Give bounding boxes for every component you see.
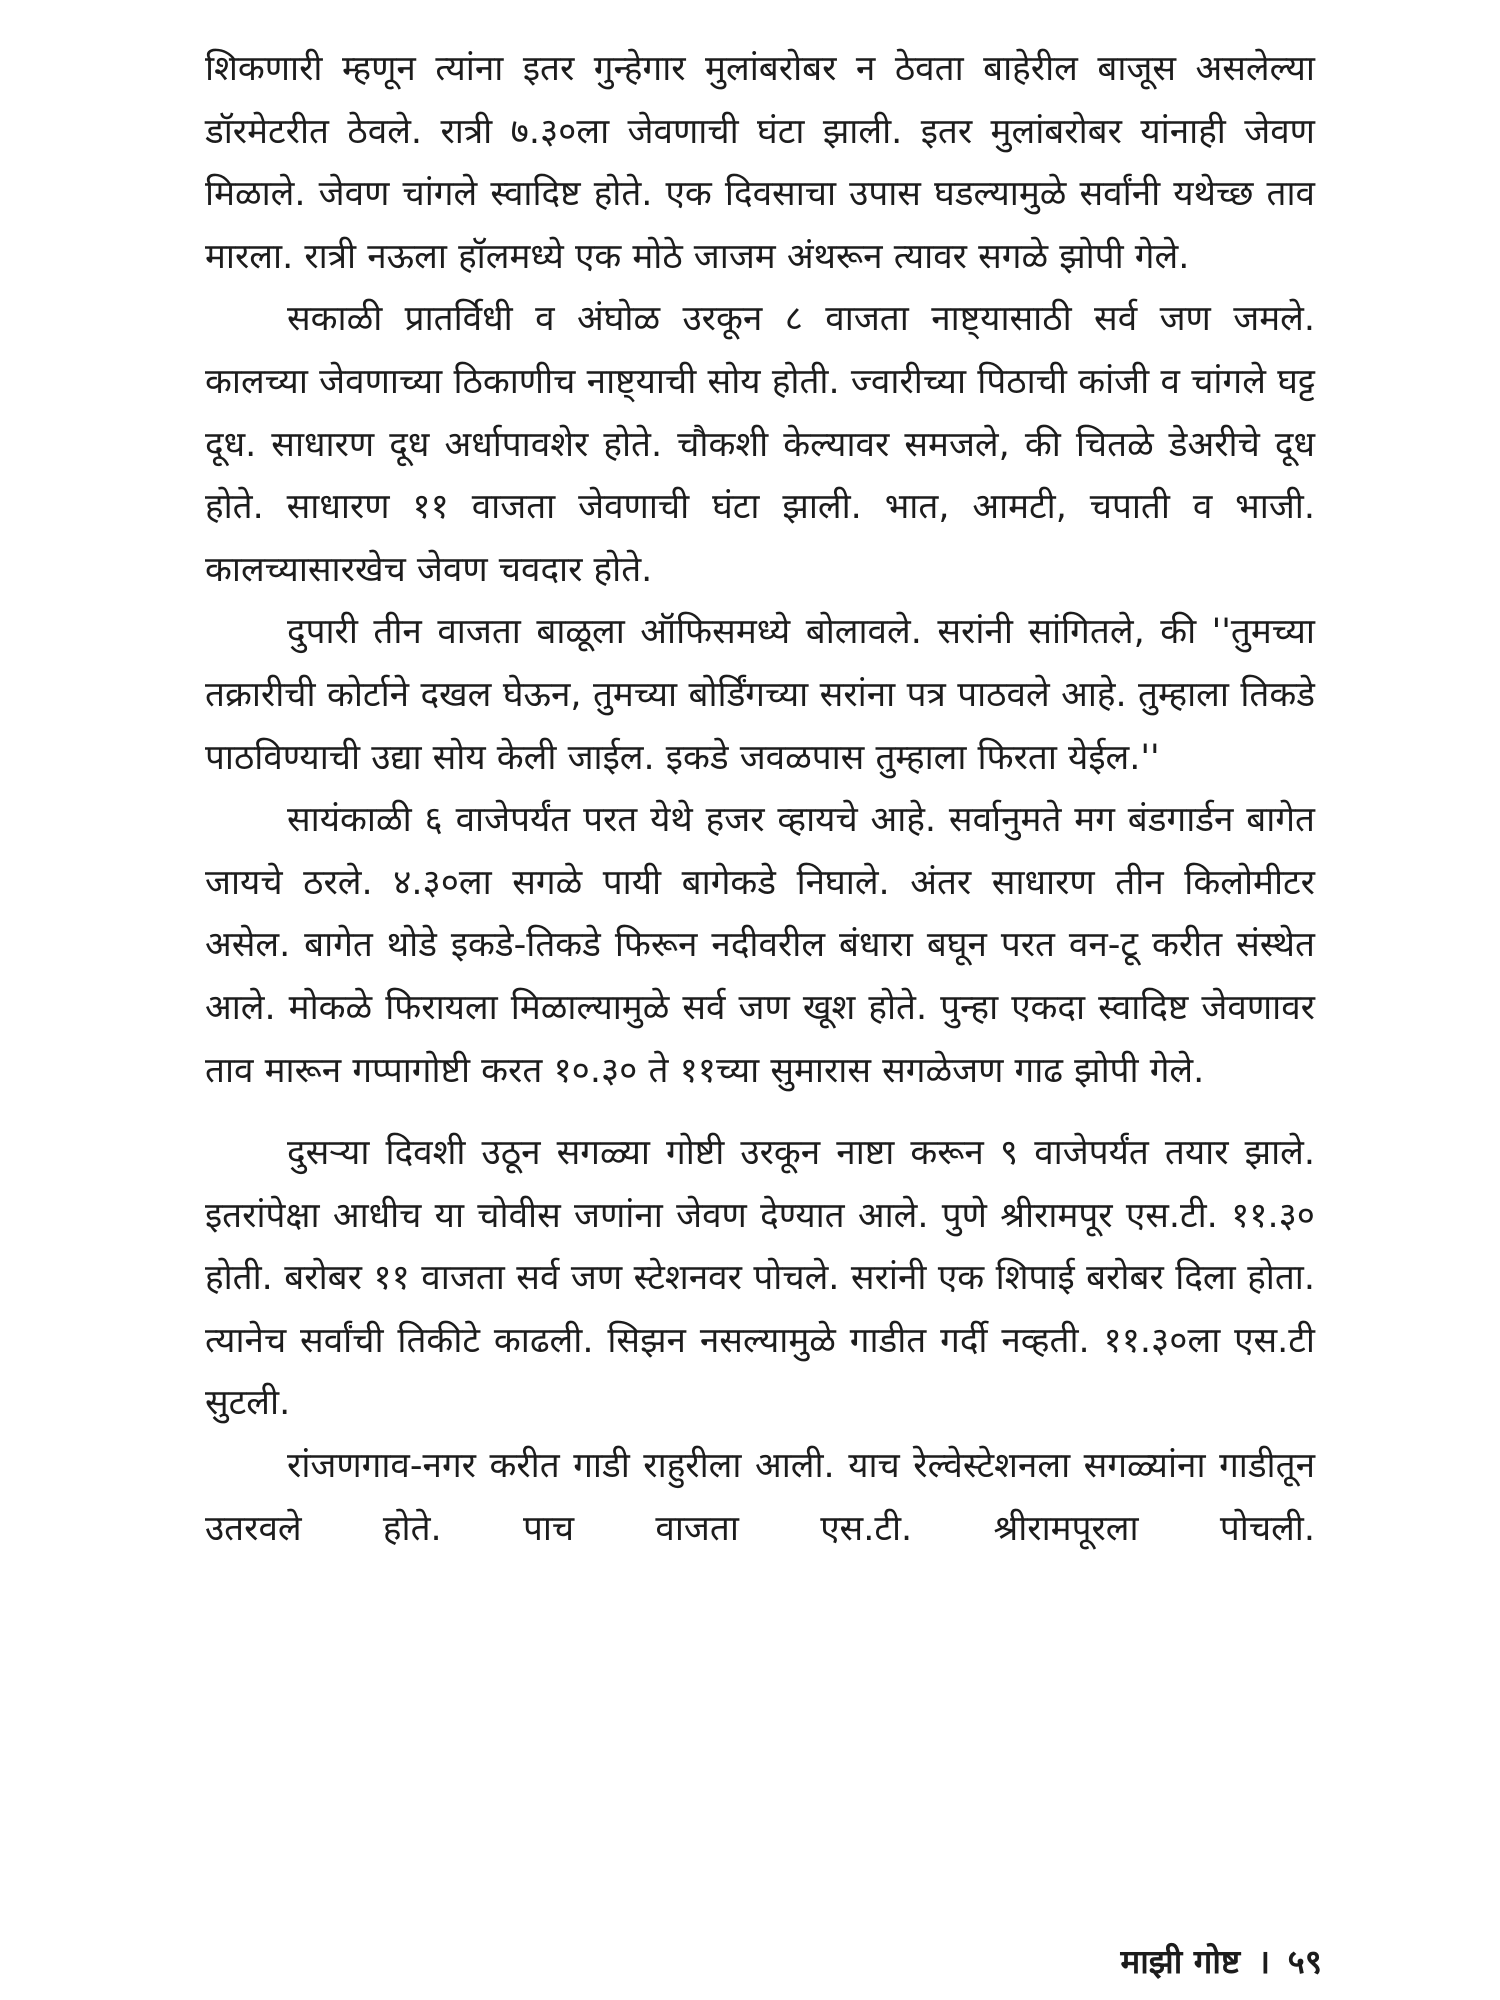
paragraph-1: शिकणारी म्हणून त्यांना इतर गुन्हेगार मुलांबरोबर न ठेवता बाहेरील बाजूस असलेल्या डॉरमेटरीत ठेवले. रात्री ७.३०ला जेवणाची घंटा झाली. इतर मुलांबरोबर यांनाही जेवण मिळाले. जेवण चांगले स्वादिष्ट होते. एक दिवसाचा उपास घडल्यामुळे सर्वांनी यथेच्छ ताव मारला. रात्री नऊला हॉलमध्ये एक मोठे जाजम अंथरून त्यावर सगळे झोपी गेले. <box>205 49 1315 277</box>
footer-separator: । <box>1257 1942 1271 1981</box>
paragraph-5: दुसऱ्या दिवशी उठून सगळ्या गोष्टी उरकून नाष्टा करून ९ वाजेपर्यंत तयार झाले. इतरांपेक्षा आधीच या चोवीस जणांना जेवण देण्यात आले. पुणे श्रीरामपूर एस.टी. ११.३० होती. बरोबर ११ वाजता सर्व जण स्टेशनवर पोचले. सरांनी एक शिपाई बरोबर दिला होता. त्यानेच सर्वांची तिकीटे काढली. सिझन नसल्यामुळे गाडीत गर्दी नव्हती. ११.३०ला एस.टी सुटली. <box>205 1133 1315 1424</box>
body-text <box>205 38 1315 1560</box>
paragraph-4: सायंकाळी ६ वाजेपर्यंत परत येथे हजर व्हायचे आहे. सर्वानुमते मग बंडगार्डन बागेत जायचे ठरले. ४.३०ला सगळे पायी बागेकडे निघाले. अंतर साधारण तीन किलोमीटर असेल. बागेत थोडे इकडे-तिकडे फिरून नदीवरील बंधारा बघून परत वन-टू करीत संस्थेत आले. मोकळे फिरायला मिळाल्यामुळे सर्व जण खूश होते. पुन्हा एकदा स्वादिष्ट जेवणावर ताव मारून गप्पागोष्टी करत १०.३० ते ११च्या सुमारास सगळेजण गाढ झोपी गेले. <box>205 800 1315 1091</box>
book-title: माझी गोष्ट <box>1120 1942 1241 1981</box>
paragraph-6: रांजणगाव-नगर करीत गाडी राहुरीला आली. याच रेल्वेस्टेशनला सगळ्यांना गाडीतून उतरवले होते. पाच वाजता एस.टी. श्रीरामपूरला पोचली. <box>205 1446 1315 1549</box>
paragraph-2: सकाळी प्रातर्विधी व अंघोळ उरकून ८ वाजता नाष्ट्यासाठी सर्व जण जमले. कालच्या जेवणाच्या ठिकाणीच नाष्ट्याची सोय होती. ज्वारीच्या पिठाची कांजी व चांगले घट्ट दूध. साधारण दूध अर्धापावशेर होते. चौकशी केल्यावर समजले, की चितळे डेअरीचे दूध होते. साधारण ११ वाजता जेवणाची घंटा झाली. भात, आमटी, चपाती व भाजी. कालच्यासारखेच जेवण चवदार होते. <box>205 299 1315 590</box>
page-footer <box>1120 1938 1322 1983</box>
paragraph-3: दुपारी तीन वाजता बाळूला ऑफिसमध्ये बोलावले. सरांनी सांगितले, की ''तुमच्या तक्रारीची कोर्टाने दखल घेऊन, तुमच्या बोर्डिंगच्या सरांना पत्र पाठवले आहे. तुम्हाला तिकडे पाठविण्याची उद्या सोय केली जाईल. इकडे जवळपास तुम्हाला फिरता येईल.'' <box>205 612 1315 778</box>
page-number: ५९ <box>1287 1942 1322 1981</box>
